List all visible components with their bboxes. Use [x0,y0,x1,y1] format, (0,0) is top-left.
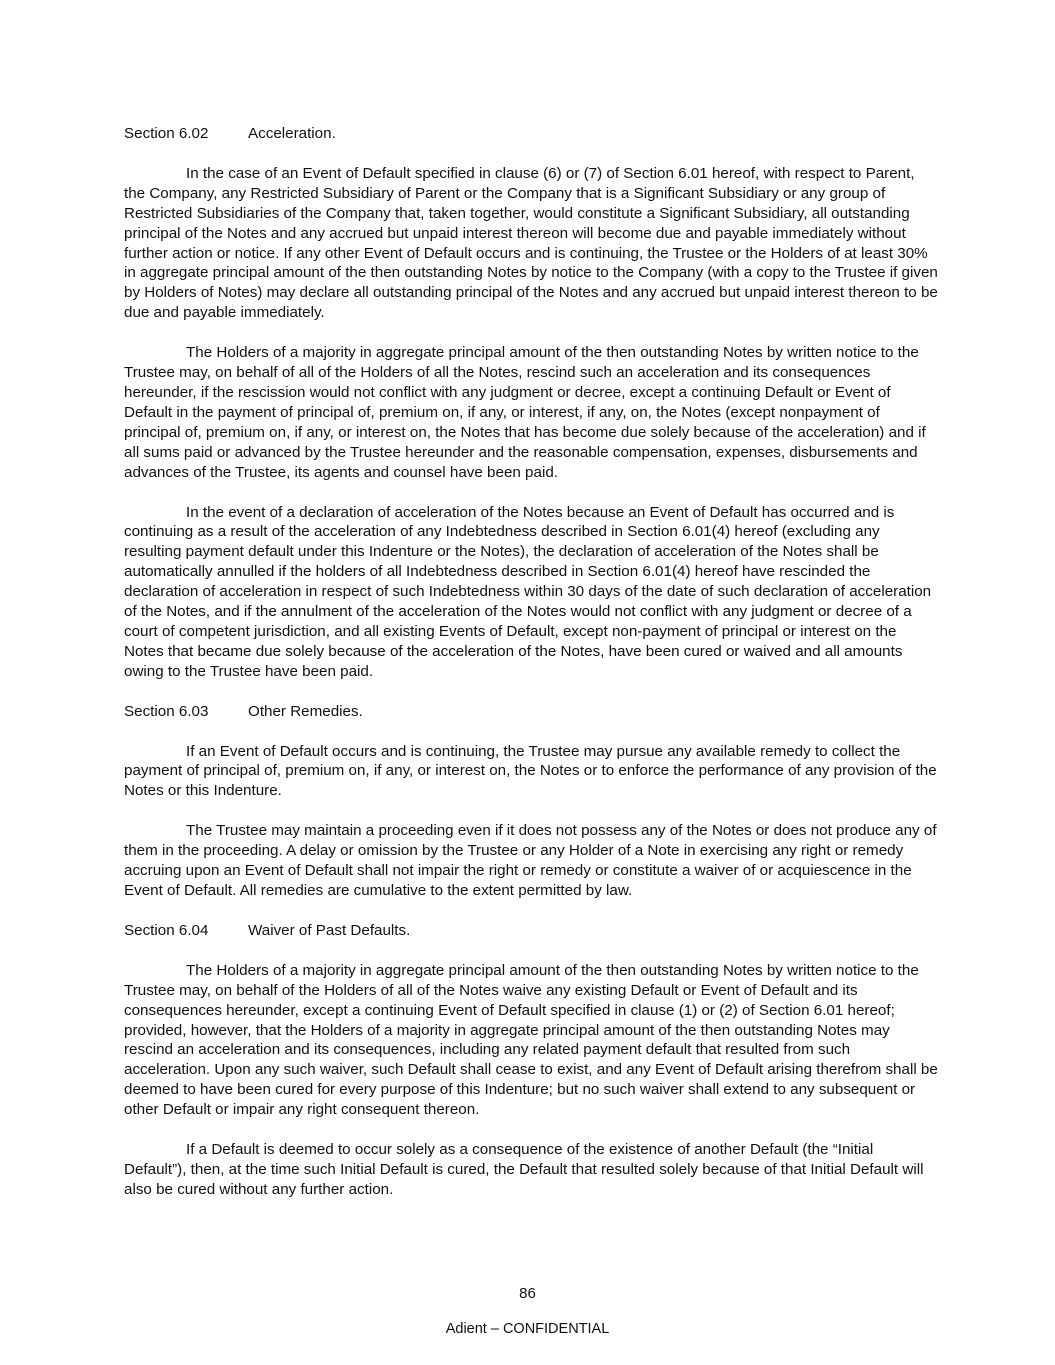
paragraph: In the event of a declaration of acceleration of the Notes because an Event of Default has occurred and is continuing as a result of the acceleration of any Indebtedness described in Section 6.01(4) hereof (excluding any resulting payment default under this Indenture or the Notes), the declaration of acceleration of the Notes shall be automatically annulled if the holders of all Indebtedness described in Section 6.01(4) hereof have rescinded the declaration of acceleration in respect of such Indebtedness within 30 days of the date of such declaration of acceleration of the Notes, and if the annulment of the acceleration of the Notes would not conflict with any judgment or decree of a court of competent jurisdiction, and all existing Events of Default, except non-payment of principal or interest on the Notes that became due solely because of the acceleration of the Notes, have been cured or waived and all amounts owing to the Trustee have been paid. [124,503,932,680]
section-title: Waiver of Past Defaults. [248,921,411,939]
section-heading [124,702,939,722]
paragraph: In the case of an Event of Default specified in clause (6) or (7) of Section 6.01 hereof, with respect to Parent, the Company, any Restricted Subsidiary of Parent or the Company that is a Significant Subsidiary or any group of Restricted Subsidiaries of the Company that, taken together, would constitute a Significant Subsidiary, all outstanding principal of the Notes and any accrued but unpaid interest thereon will become due and payable immediately without further action or notice. If any other Event of Default occurs and is continuing, the Trustee or the Holders of at least 30% in aggregate principal amount of the then outstanding Notes by notice to the Company (with a copy to the Trustee if given by Holders of Notes) may declare all outstanding principal of the Notes and any accrued but unpaid interest thereon to be due and payable immediately. [124,164,938,322]
paragraph: The Holders of a majority in aggregate principal amount of the then outstanding Notes by written notice to the Trustee may, on behalf of the Holders of all of the Notes waive any existing Default or Event of Default and its consequences hereunder, except a continuing Event of Default specified in clause (1) or (2) of Section 6.01 hereof; provided, however, that the Holders of a majority in aggregate principal amount of the then outstanding Notes may rescind an acceleration and its consequences, including any related payment default that resulted from such acceleration. Upon any such waiver, such Default shall cease to exist, and any Event of Default arising therefrom shall be deemed to have been cured for every purpose of this Indenture; but no such waiver shall extend to any subsequent or other Default or impair any right consequent thereon. [124,961,938,1119]
section-title: Other Remedies. [248,702,363,720]
section-number: Section 6.04 [124,921,209,939]
document-body [124,124,939,1200]
paragraph: If an Event of Default occurs and is continuing, the Trustee may pursue any available remedy to collect the payment of principal of, premium on, if any, or interest on, the Notes or to enforce the performance of any provision of the Notes or this Indenture. [124,742,937,800]
paragraph: The Trustee may maintain a proceeding even if it does not possess any of the Notes or does not produce any of them in the proceeding. A delay or omission by the Trustee or any Holder of a Note in exercising any right or remedy accruing upon an Event of Default shall not impair the right or remedy or constitute a waiver of or acquiescence in the Event of Default. All remedies are cumulative to the extent permitted by law. [124,822,937,899]
section-heading [124,124,939,144]
section-6-02 [124,124,939,682]
section-6-03 [124,702,939,901]
section-title: Acceleration. [248,125,336,142]
section-6-04 [124,921,939,1200]
section-number: Section 6.03 [124,702,209,720]
confidential-footer: Adient – CONFIDENTIAL [445,1321,610,1337]
section-number: Section 6.02 [124,125,209,142]
paragraph: If a Default is deemed to occur solely as a consequence of the existence of another Default (the “Initial Default”), then, at the time such Initial Default is cured, the Default that resulted solely because of that Initial Default will also be cured without any further action. [124,1141,924,1198]
paragraph: The Holders of a majority in aggregate principal amount of the then outstanding Notes by written notice to the Trustee may, on behalf of all of the Holders of all the Notes, rescind such an acceleration and its consequences hereunder, if the rescission would not conflict with any judgment or decree, except a continuing Default or Event of Default in the payment of principal of, premium on, if any, or interest, if any, on, the Notes (except nonpayment of principal of, premium on, if any, or interest on, the Notes that has become due solely because of the acceleration) and if all sums paid or advanced by the Trustee hereunder and the reasonable compensation, expenses, disbursements and advances of the Trustee, its agents and counsel have been paid. [124,344,926,481]
section-heading [124,921,939,941]
page-number: 86 [519,1285,536,1302]
